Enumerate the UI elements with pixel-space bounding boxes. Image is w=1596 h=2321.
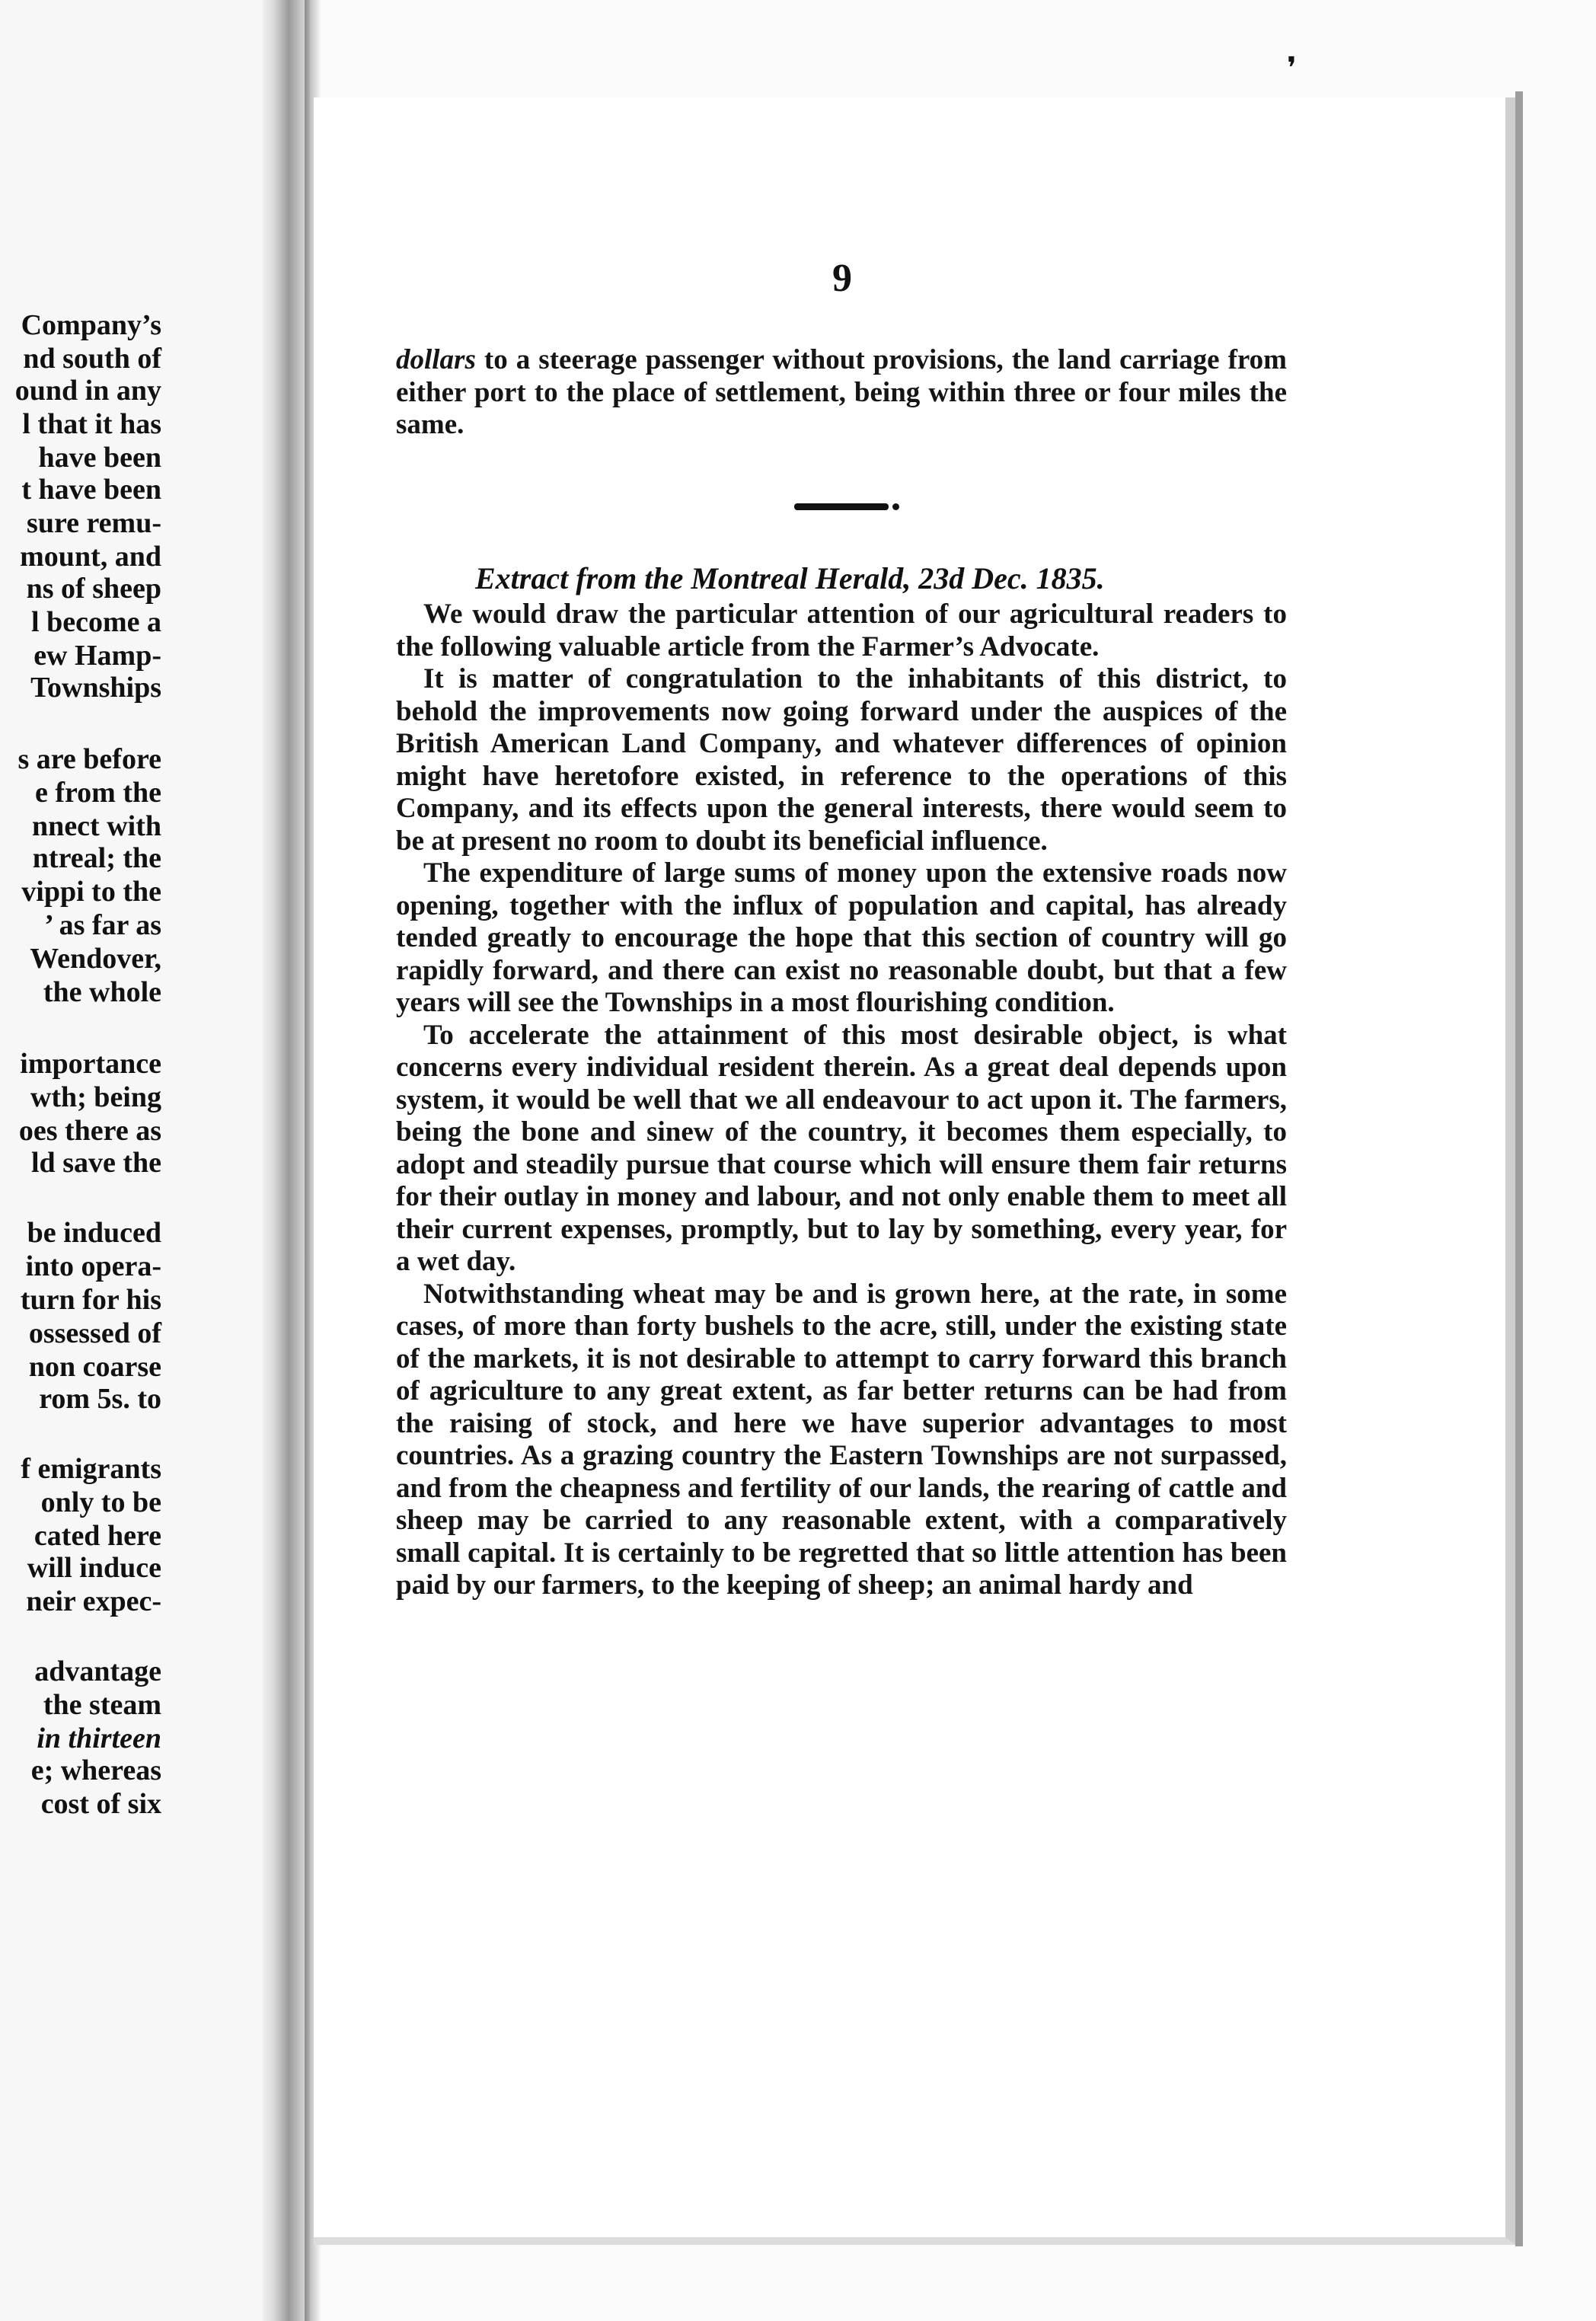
page-number: 9 bbox=[832, 257, 852, 300]
left-page-line: rom 5s. to bbox=[39, 1383, 161, 1415]
left-page-line: Wendover, bbox=[30, 943, 161, 975]
left-page-line: nd south of bbox=[23, 343, 161, 375]
left-page-line: Company’s bbox=[21, 309, 161, 341]
left-page-line: vippi to the bbox=[21, 876, 161, 908]
left-page-line: ound in any bbox=[14, 375, 161, 407]
paragraph-text: to a steerage passenger without provisions, the land carriage from either port to the place of settlement, being within three or four miles the same. bbox=[396, 344, 1287, 440]
left-page-line: s are before bbox=[18, 743, 161, 775]
paragraph: To accelerate the attainment of this most desirable object, is what concerns every individual resident therein. As a great deal depends upon system, it would be well that we all endeavour to act upon it. The farmers, being the bone and sinew of the country, it becomes them especially, to adopt and steadily pursue that course which will ensure them fair returns for their outlay in money and labour, and not only enable them to meet all their current expenses, promptly, but to lay by something, every year, for a wet day. bbox=[396, 1019, 1287, 1277]
left-page-line: oes there as bbox=[18, 1115, 161, 1147]
left-page-line: ossessed of bbox=[28, 1317, 161, 1349]
left-page-line: ’ as far as bbox=[44, 909, 161, 941]
paragraph: It is matter of congratulation to the inhabitants of this district, to behold the improvements now going forward under the auspices of the British American Land Company, and whatever differences of opinion might have heretofore existed, in reference to the operations of this Company, and its effects upon the general interests, there would seem to be at present no room to doubt its beneficial influence. bbox=[396, 663, 1287, 857]
left-page-line: e; whereas bbox=[30, 1754, 161, 1786]
extract-heading: Extract from the Montreal Herald, 23d Dec. 1835. bbox=[475, 561, 1105, 595]
left-page-line: cated here bbox=[34, 1520, 161, 1552]
section-divider bbox=[794, 503, 889, 510]
left-page-line: advantage bbox=[34, 1655, 161, 1687]
left-page-line: have been bbox=[38, 442, 161, 474]
left-page-line: the steam bbox=[43, 1689, 161, 1721]
italic-word: dollars bbox=[396, 344, 476, 375]
corner-mark: ❜ bbox=[1287, 51, 1297, 86]
left-page-line: nnect with bbox=[32, 810, 161, 842]
continued-paragraph bbox=[396, 344, 1287, 442]
left-page-line: only to be bbox=[40, 1486, 161, 1518]
left-page-line: will induce bbox=[27, 1552, 161, 1584]
left-page-line: importance bbox=[20, 1048, 161, 1080]
page-edge bbox=[1515, 91, 1523, 2246]
left-page-line: ld save the bbox=[31, 1147, 161, 1179]
left-page-line: f emigrants bbox=[21, 1453, 161, 1485]
left-page-line: ns of sheep bbox=[26, 573, 161, 605]
left-page-line: ew Hamp- bbox=[34, 640, 161, 672]
left-page-line: l that it has bbox=[22, 408, 161, 440]
paragraph: Notwithstanding wheat may be and is grown here, at the rate, in some cases, of more than forty bushels to the acre, still, under the existing state of the markets, it is not desirable to attempt to carry forward this branch of agriculture to any great extent, as far better returns can be had from the raising of stock, and here we have superior advantages to most countries. As a grazing country the Eastern Townships are not surpassed, and from the cheapness and fertility of our lands, the rearing of cattle and sheep may be carried to any reasonable extent, with a comparatively small capital. It is certainly to be regretted that so little attention has been paid by our farmers, to the keeping of sheep; an animal hardy and bbox=[396, 1278, 1287, 1601]
paragraph bbox=[396, 344, 1287, 442]
left-page-line: be induced bbox=[27, 1217, 161, 1249]
left-page-line: mount, and bbox=[20, 541, 161, 573]
paragraph: The expenditure of large sums of money upon the extensive roads now opening, together with the influx of population and capital, has already tended greatly to encourage the hope that this section of country will go rapidly forward, and there can exist no reasonable doubt, but that a few years will see the Townships in a most flourishing condition. bbox=[396, 857, 1287, 1018]
left-page-line: Townships bbox=[30, 672, 161, 704]
left-page-line: sure remu- bbox=[27, 507, 161, 539]
paragraph: We would draw the particular attention of our agricultural readers to the following valuable article from the Farmer’s Advocate. bbox=[396, 599, 1287, 662]
left-page-line: the whole bbox=[43, 976, 161, 1008]
article-body bbox=[396, 599, 1287, 1602]
left-page-line: non coarse bbox=[28, 1351, 161, 1383]
left-page-line: wth; being bbox=[30, 1081, 161, 1113]
left-page-line: neir expec- bbox=[26, 1585, 161, 1617]
left-page-line: into opera- bbox=[25, 1250, 161, 1282]
left-page-line: in thirteen bbox=[37, 1722, 161, 1754]
left-page-line: cost of six bbox=[40, 1788, 161, 1820]
left-page-line: ntreal; the bbox=[32, 842, 161, 874]
left-page-fragment bbox=[0, 0, 267, 2321]
left-page-line: turn for his bbox=[20, 1284, 161, 1316]
left-page-line: t have been bbox=[21, 474, 161, 506]
book-gutter bbox=[263, 0, 310, 2321]
left-page-line: e from the bbox=[34, 777, 161, 809]
left-page-line: l become a bbox=[31, 606, 161, 638]
